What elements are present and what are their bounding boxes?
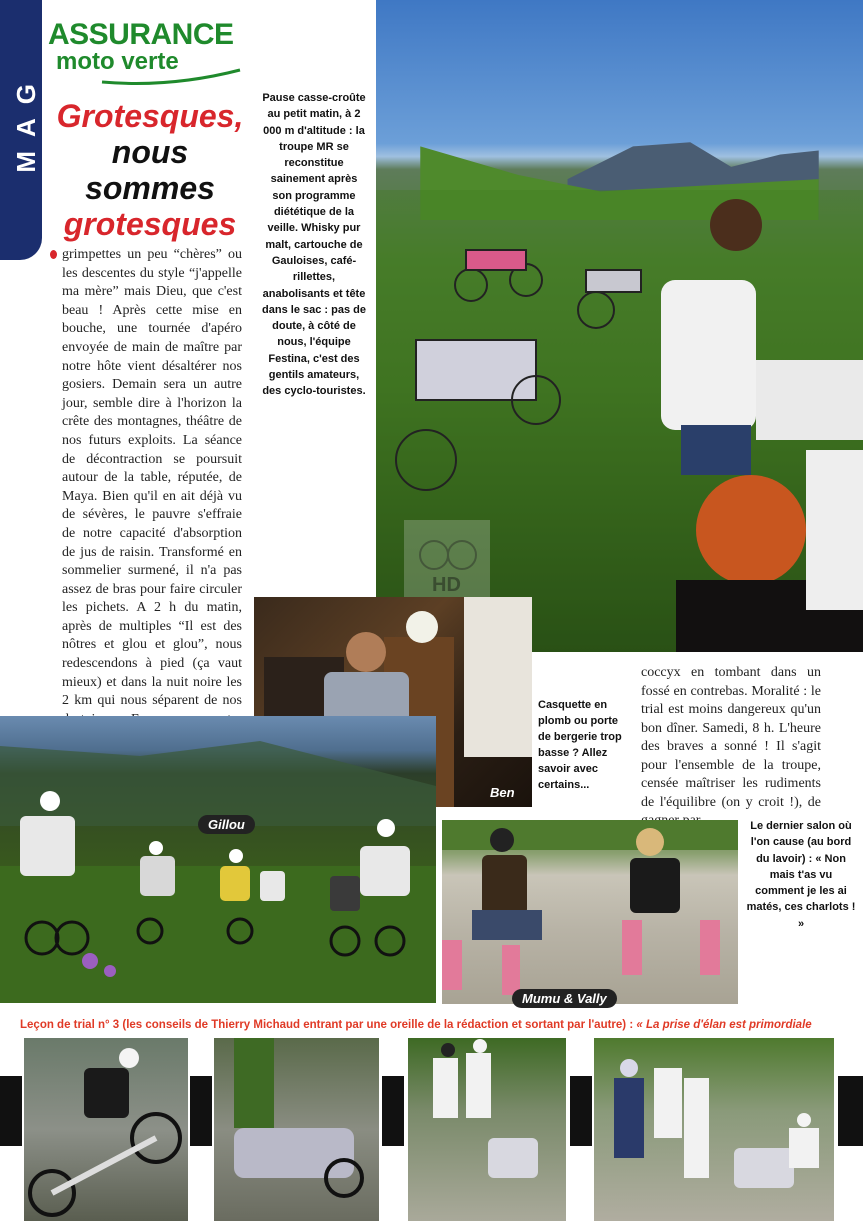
photo-gillou-riders: [0, 716, 436, 1003]
lesson-text: Leçon de trial n° 3 (les conseils de Thierry Michaud entrant par une oreille de la rédaction et sortant par l'autre) :: [20, 1019, 637, 1031]
film-sprocket: [190, 1076, 212, 1146]
logo-line2: moto verte: [56, 48, 179, 75]
caption-casquette: Casquette en plomb ou porte de bergerie trop basse ? Allez savoir avec certains...: [538, 699, 622, 791]
film-sprocket: [570, 1076, 592, 1146]
headline-line4: grotesques: [63, 206, 237, 242]
headline-line1: Grotesques,: [56, 98, 244, 134]
man-head: [710, 199, 762, 251]
man-shirt: [661, 280, 756, 430]
photo-mumu-vally: [442, 820, 738, 1004]
bullet-icon: [50, 250, 57, 259]
label-gillou: Gillou: [198, 815, 255, 834]
logo-line1: ASSURANCE: [48, 18, 234, 51]
logo-swoosh-icon: [100, 68, 242, 86]
film-sprocket: [382, 1076, 404, 1146]
film-sprocket: [838, 1076, 863, 1146]
lesson-caption: [20, 1019, 863, 1031]
watermark-icon: [404, 520, 490, 602]
caption-dernier: Le dernier salon où l'on cause (au bord du lavoir) : « Non mais t'as vu comment je les ai matés, ces charlots ! »: [746, 820, 856, 930]
filmstrip-frame-3: [408, 1038, 566, 1221]
article-body-right: coccyx en tombant dans un fossé en contrebas. Moralité : le trial est moins dangereux qu'un bon dîner. Samedi, 8 h. L'heure des braves a sonné ! Il s'agit pour l'ensemble de la troupe, censée maîtriser les rudiments de l'équilibre (on y croit !), de: [641, 665, 821, 810]
headline-line3: sommes: [85, 170, 215, 206]
filmstrip-frame-1: [24, 1038, 188, 1221]
section-label: MAG: [11, 70, 41, 173]
film-sprocket: [0, 1076, 22, 1146]
label-ben: Ben: [490, 785, 515, 800]
caption-pause: Pause casse-croûte au petit matin, à 2 000 m d'altitude : la troupe MR se reconstitue sainement après son programme diététique de la veille. Whisky pur malt, cartouche de Gauloises, café-rillettes, anabolisants et tête dans le sac : pas de doute, à côté de nous, l'équipe Festina, c'est des gentils amateurs, des cyclo-touristes.: [262, 92, 366, 398]
filmstrip-frame-2: [214, 1038, 379, 1221]
lesson-quote: « La prise d'élan est primordiale: [636, 1019, 812, 1031]
filmstrip-frame-4: [594, 1038, 834, 1221]
article-body-left: grimpettes un peu “chères” ou les descentes du style “j'appelle ma mère” mais Dieu, que c'est beau ! Après cette mise en bouche, une tournée d'apéro envoyée de main de maître par notre hôte vient désaltérer nos gosiers. Demain sera un autre jour, semble dire à l'horizon la crête des montagnes, théâtre de nos futurs exploits. La séance de décontraction se poursuit autour de la table, réputée, de Maya. Bien qu'il en ait déjà vu de sévères, le pauvre s'effraie de notre capacité d'absorption de jus de raisin. Transformé en sommelier surmené, il n'a pas assez de bras pour faire circuler les pichets. A 2 h du matin, après de multiples “Il est des nôtres et glou et glou”, nous redescendons à pied (ça vaut mieux) et dans la nuit noire les 2 km qui nous séparent de nos: [62, 247, 242, 709]
redhair-person: [696, 475, 806, 585]
watermark-text: HD: [432, 574, 461, 596]
label-mumu-vally: Mumu & Vally: [512, 989, 617, 1008]
headline-line2: nous: [111, 134, 189, 170]
headline: [52, 98, 248, 242]
